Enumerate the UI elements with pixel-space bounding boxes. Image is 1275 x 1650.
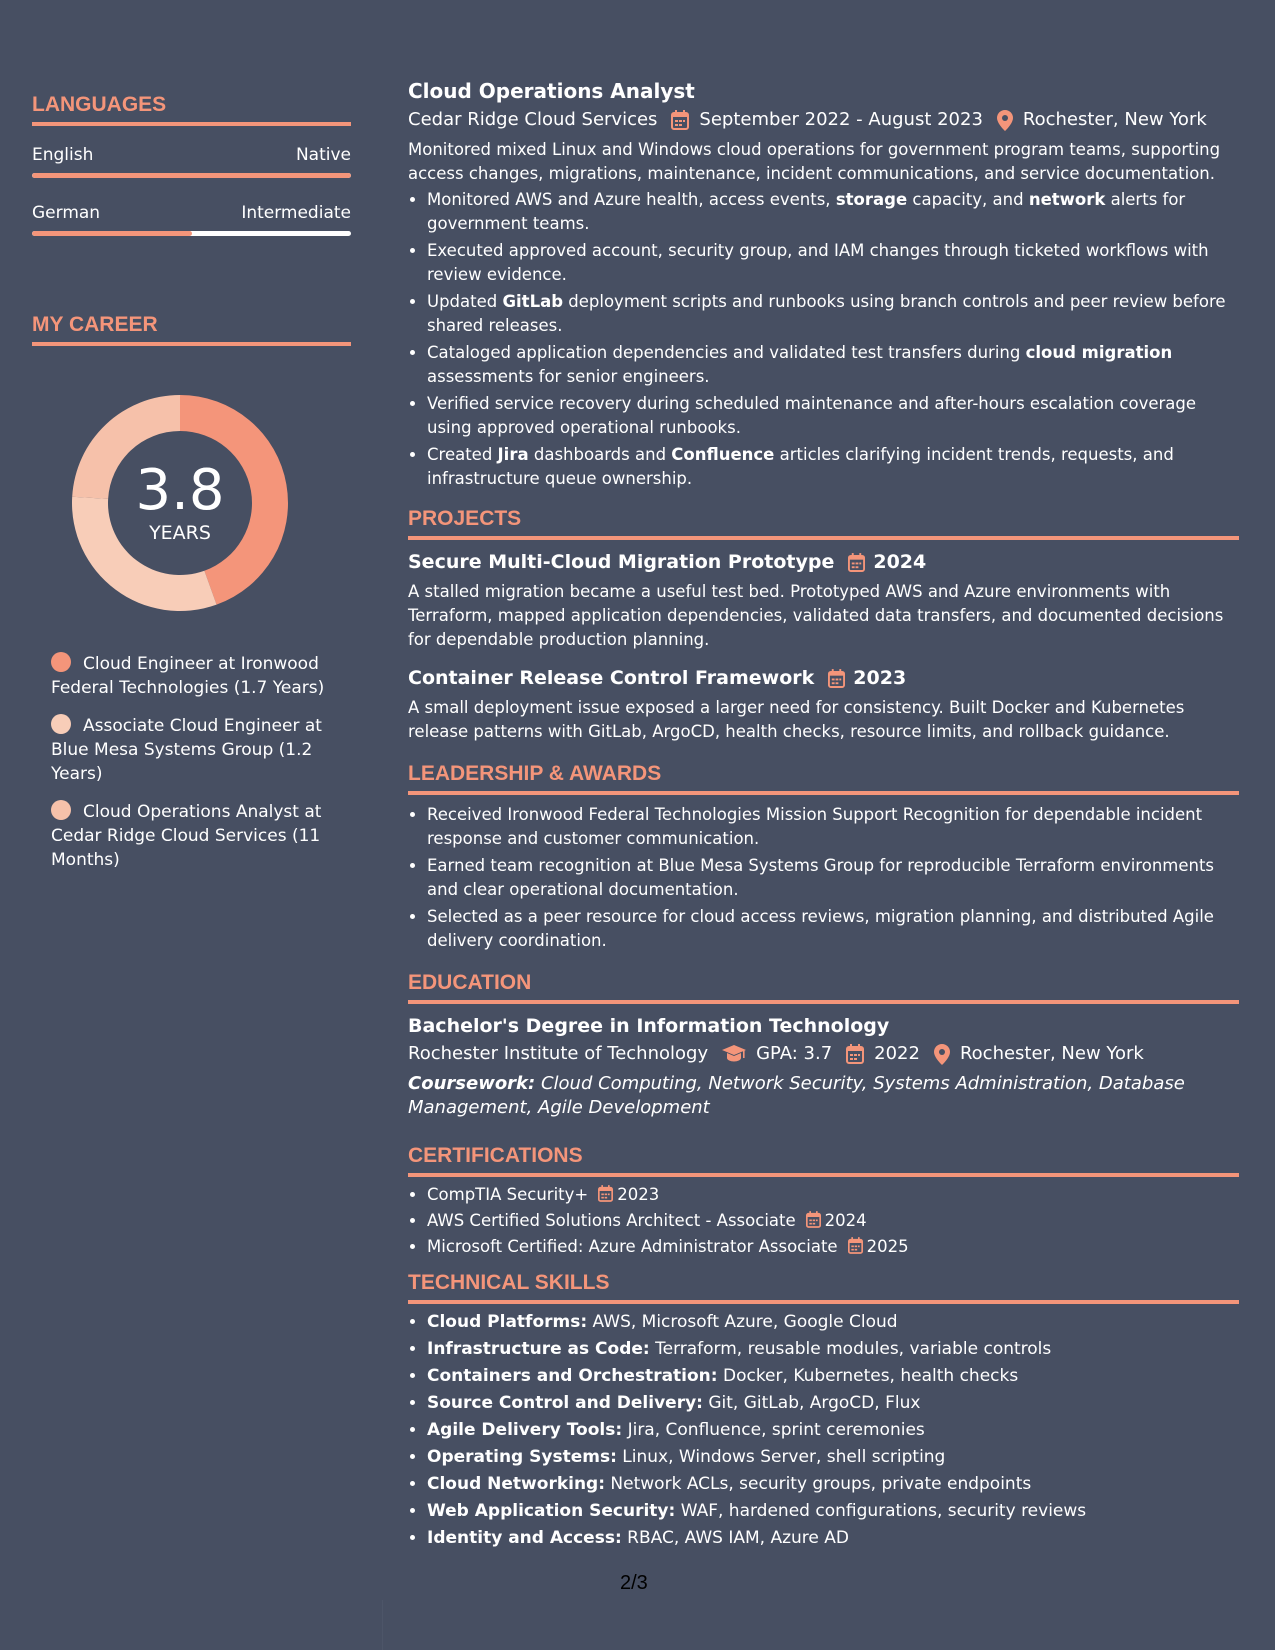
experience-entry	[408, 78, 1239, 491]
school-name: Rochester Institute of Technology	[408, 1043, 709, 1064]
legend-item	[51, 714, 341, 786]
education-meta	[408, 1042, 1239, 1066]
job-bullets	[408, 188, 1239, 491]
bullet-item: • Received Ironwood Federal Technologies Mission Support Recognition for dependable incident response and customer communication.	[427, 803, 1239, 851]
cert-year: 2024	[824, 1211, 867, 1230]
skills-section	[408, 1269, 1239, 1550]
job-location: Rochester, New York	[1022, 109, 1207, 130]
career-heading: MY CAREER	[32, 312, 351, 346]
company-name: Cedar Ridge Cloud Services	[408, 109, 658, 130]
education-section	[408, 969, 1239, 1120]
calendar-icon	[671, 110, 689, 130]
coursework	[408, 1072, 1239, 1120]
skill-item: • Agile Delivery Tools: Jira, Confluence, sprint ceremonies	[427, 1418, 1239, 1442]
calendar-icon	[828, 669, 845, 688]
leadership-heading: LEADERSHIP & AWARDS	[408, 760, 1239, 795]
certifications-heading: CERTIFICATIONS	[408, 1142, 1239, 1177]
language-item	[32, 202, 351, 236]
project-description: A small deployment issue exposed a larger need for consistency. Built Docker and Kubernetes release patterns with GitLab, ArgoCD, health checks, resource limits, and rollback guidance.	[408, 698, 1185, 741]
legend-dot-icon	[51, 714, 71, 734]
job-summary: Monitored mixed Linux and Windows cloud operations for government program teams, supporting access changes, migrations, maintenance, incident communications, and service documentation.	[408, 140, 1221, 183]
cert-year: 2025	[866, 1237, 909, 1256]
coursework-list: Cloud Computing, Network Security, Systems Administration, Database Management, Agile Development	[408, 1073, 1185, 1118]
cert-name: CompTIA Security+	[427, 1185, 589, 1204]
cert-name: Microsoft Certified: Azure Administrator Associate	[427, 1237, 838, 1256]
leadership-section	[408, 760, 1239, 953]
location-pin-icon	[934, 1044, 950, 1065]
career-total-unit: YEARS	[149, 522, 211, 544]
language-proficiency-fill	[32, 231, 192, 236]
project-item	[408, 550, 1239, 652]
coursework-label: Coursework:	[408, 1073, 536, 1094]
location-pin-icon	[997, 110, 1013, 131]
career-donut-chart	[65, 388, 295, 618]
gpa: GPA: 3.7	[756, 1043, 833, 1064]
school-location: Rochester, New York	[959, 1043, 1144, 1064]
certifications-section	[408, 1142, 1239, 1259]
bullet-item: • Executed approved account, security group, and IAM changes through ticketed workflows with review evidence.	[427, 239, 1239, 287]
project-year: 2024	[873, 551, 927, 573]
graduation-year: 2022	[874, 1043, 920, 1064]
calendar-icon	[848, 553, 865, 572]
languages-heading: LANGUAGES	[32, 92, 351, 126]
language-level: Intermediate	[241, 203, 351, 223]
job-title: Cloud Operations Analyst	[408, 79, 695, 103]
main-content	[408, 78, 1239, 1553]
legend-dot-icon	[51, 652, 71, 672]
legend-label: Cloud Engineer at Ironwood Federal Technologies (1.7 Years)	[51, 654, 325, 698]
project-title: Container Release Control Framework	[408, 667, 815, 689]
bullet-item: • Cataloged application dependencies and validated test transfers during cloud migration assessments for senior engineers.	[427, 341, 1239, 389]
legend-item	[51, 652, 341, 700]
cert-item	[427, 1209, 1239, 1233]
cert-item	[427, 1183, 1239, 1207]
language-proficiency-fill	[32, 173, 351, 178]
bullet-item: • Monitored AWS and Azure health, access events, storage capacity, and network alerts for government teams.	[427, 188, 1239, 236]
legend-label: Cloud Operations Analyst at Cedar Ridge Cloud Services (11 Months)	[51, 802, 322, 870]
cert-name: AWS Certified Solutions Architect - Associate	[427, 1211, 796, 1230]
cert-item	[427, 1235, 1239, 1259]
skill-item: • Web Application Security: WAF, hardened configurations, security reviews	[427, 1499, 1239, 1523]
cert-year: 2023	[617, 1185, 660, 1204]
calendar-icon	[846, 1044, 864, 1064]
skill-item: • Identity and Access: RBAC, AWS IAM, Azure AD	[427, 1526, 1239, 1550]
language-name: English	[32, 145, 94, 165]
education-heading: EDUCATION	[408, 969, 1239, 1004]
project-year: 2023	[853, 667, 907, 689]
page-number: 2/3	[620, 1572, 648, 1594]
job-dates: September 2022 - August 2023	[699, 109, 983, 130]
career-section	[32, 312, 351, 872]
certifications-list	[408, 1183, 1239, 1259]
language-item	[32, 144, 351, 178]
skill-item: • Cloud Networking: Network ACLs, security groups, private endpoints	[427, 1472, 1239, 1496]
project-item	[408, 666, 1239, 744]
degree-title: Bachelor's Degree in Information Technology	[408, 1015, 890, 1037]
job-meta	[408, 108, 1239, 132]
skill-item: • Infrastructure as Code: Terraform, reusable modules, variable controls	[427, 1337, 1239, 1361]
career-total-years: 3.8	[135, 458, 225, 523]
projects-section	[408, 505, 1239, 744]
bullet-item: • Selected as a peer resource for cloud access reviews, migration planning, and distributed Agile delivery coordination.	[427, 905, 1239, 953]
skills-heading: TECHNICAL SKILLS	[408, 1269, 1239, 1304]
project-description: A stalled migration became a useful test bed. Prototyped AWS and Azure environments with Terraform, mapped application dependencies, validated data transfers, and documented decisions for dependable production planning.	[408, 582, 1224, 649]
language-level: Native	[295, 145, 351, 165]
legend-item	[51, 800, 341, 872]
skill-item: • Source Control and Delivery: Git, GitLab, ArgoCD, Flux	[427, 1391, 1239, 1415]
calendar-icon	[598, 1185, 613, 1202]
project-title: Secure Multi-Cloud Migration Prototype	[408, 551, 835, 573]
sidebar	[32, 92, 351, 886]
bullet-item: • Earned team recognition at Blue Mesa Systems Group for reproducible Terraform environments and clear operational documentation.	[427, 854, 1239, 902]
graduation-cap-icon	[722, 1045, 746, 1063]
bullet-item: • Updated GitLab deployment scripts and runbooks using branch controls and peer review before shared releases.	[427, 290, 1239, 338]
column-divider	[382, 1600, 383, 1650]
bullet-item: • Verified service recovery during scheduled maintenance and after-hours escalation coverage using approved operational runbooks.	[427, 392, 1239, 440]
skill-item: • Operating Systems: Linux, Windows Server, shell scripting	[427, 1445, 1239, 1469]
language-proficiency-bar	[32, 231, 351, 236]
calendar-icon	[848, 1237, 863, 1254]
bullet-item: • Created Jira dashboards and Confluence articles clarifying incident trends, requests, and infrastructure queue ownership.	[427, 443, 1239, 491]
skill-item: • Containers and Orchestration: Docker, Kubernetes, health checks	[427, 1364, 1239, 1388]
projects-heading: PROJECTS	[408, 505, 1239, 540]
calendar-icon	[806, 1211, 821, 1228]
career-legend	[51, 652, 341, 872]
legend-label: Associate Cloud Engineer at Blue Mesa Systems Group (1.2 Years)	[51, 716, 322, 784]
skill-item: • Cloud Platforms: AWS, Microsoft Azure, Google Cloud	[427, 1310, 1239, 1334]
skills-list	[408, 1310, 1239, 1550]
leadership-list	[408, 803, 1239, 953]
legend-dot-icon	[51, 800, 71, 820]
language-name: German	[32, 203, 101, 223]
language-proficiency-bar	[32, 173, 351, 178]
